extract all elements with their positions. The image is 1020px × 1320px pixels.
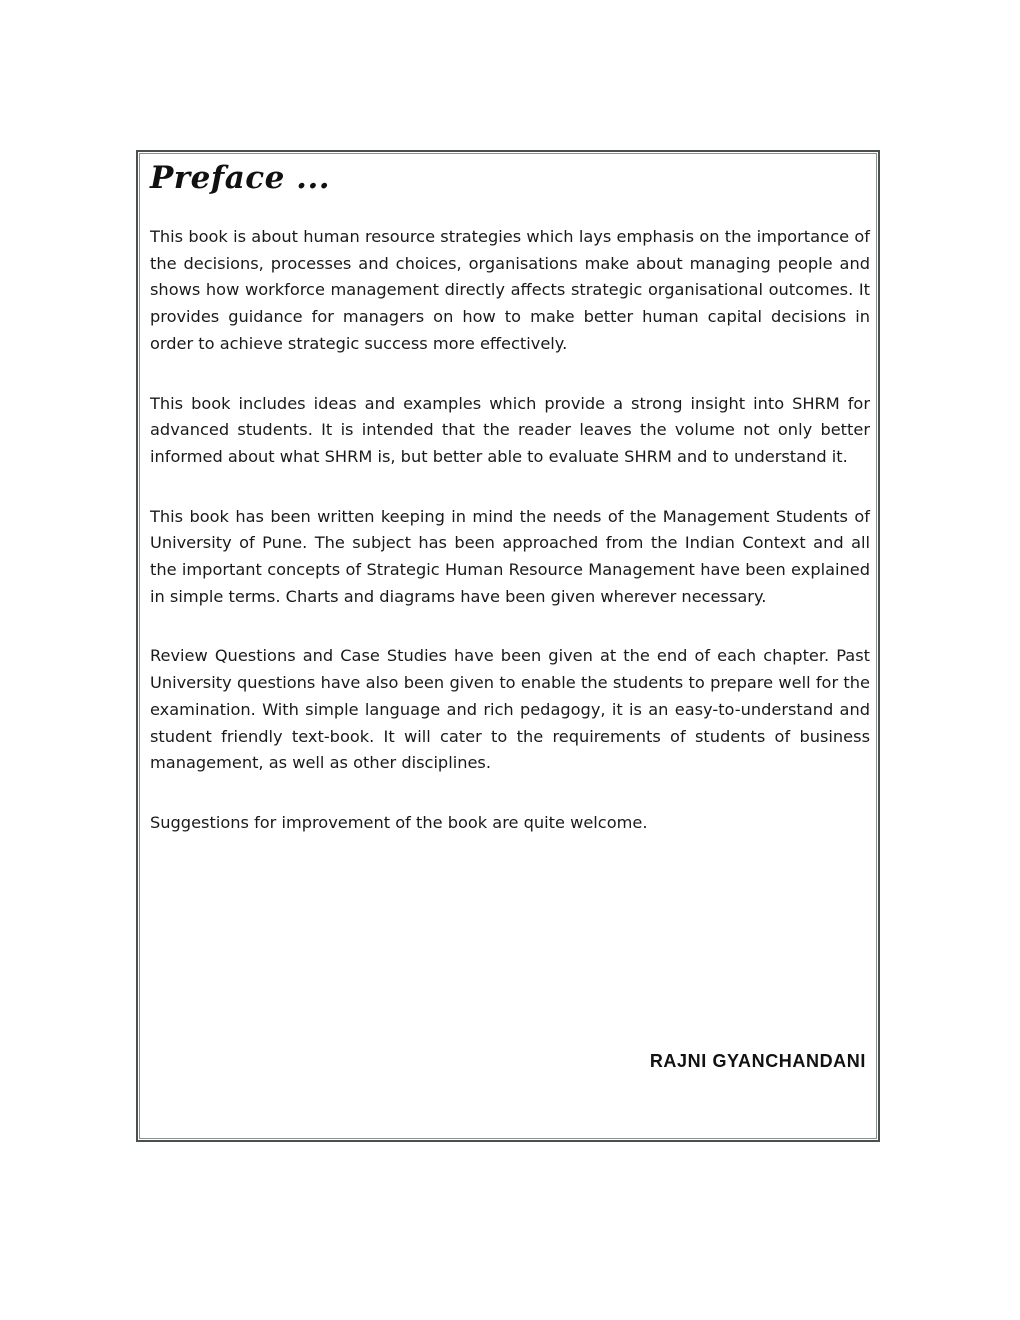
paragraph-5: Suggestions for improvement of the book are quite welcome.	[150, 812, 648, 832]
paragraph-2: This book includes ideas and examples which provide a strong insight into SHRM for advanced students. It is intended that the reader leaves the volume not only better informed about what SHRM is, but better able to evaluate SHRM and to understand it.	[150, 393, 870, 466]
author-signature: RAJNI GYANCHANDANI	[649, 1051, 866, 1071]
preface-frame	[136, 150, 880, 1142]
paragraph-3: This book has been written keeping in mind the needs of the Management Students of University of Pune. The subject has been approached from the Indian Context and all the important concepts of Strategic Human Resource Management have been explained in simple terms. Charts and diagrams have been given wherever necessary.	[150, 506, 870, 606]
preface-body	[150, 224, 870, 870]
paragraph-4: Review Questions and Case Studies have been given at the end of each chapter. Past University questions have also been given to enable the students to prepare well for the examination. With simple language and rich pedagogy, it is an easy-to-understand and student friendly text-book. It will cater to the requirements of students of business management, as well as other disciplines.	[150, 646, 870, 773]
page-title: Preface ...	[150, 160, 331, 196]
paragraph-1: This book is about human resource strategies which lays emphasis on the importance of the decisions, processes and choices, organisations make about managing people and shows how workforce management directly affects strategic organisational outcomes. It provides guidance for managers on how to make better human capital decisions in order to achieve strategic success more effectively.	[150, 227, 870, 353]
